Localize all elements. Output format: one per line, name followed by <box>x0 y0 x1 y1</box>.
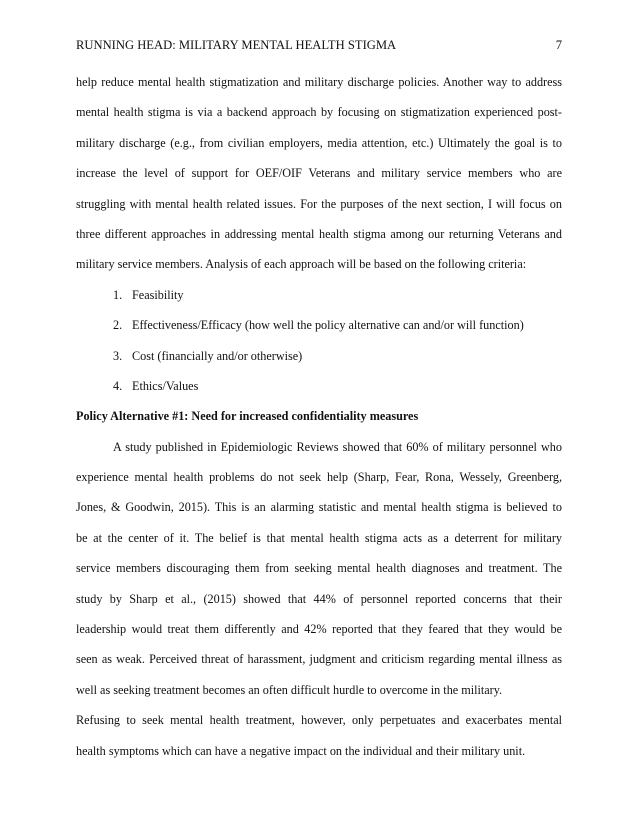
list-item-text: Cost (financially and/or otherwise) <box>132 348 303 363</box>
page-number: 7 <box>555 38 562 52</box>
text-line: leadership would treat them differently and 42% reported that they feared that they would be <box>76 622 562 637</box>
text-line: military service members. Analysis of each approach will be based on the following criteria: <box>76 257 527 272</box>
text-line: be at the center of it. The belief is that mental health stigma acts as a deterrent for military <box>76 530 562 545</box>
list-number: 2. <box>113 318 123 333</box>
intro-paragraph <box>76 67 562 280</box>
list-item <box>76 341 562 371</box>
text-line: military discharge (e.g., from civilian employers, media attention, etc.) Ultimately the goal is to <box>76 135 562 150</box>
list-item-text: Feasibility <box>132 287 184 302</box>
list-number: 3. <box>113 348 123 363</box>
text-line: study by Sharp et al., (2015) showed that 44% of personnel reported concerns that their <box>76 591 562 606</box>
study-paragraph <box>76 432 562 766</box>
text-line: struggling with mental health related issues. For the purposes of the next section, I will focus on <box>76 196 562 211</box>
page-header <box>76 38 562 56</box>
list-item-text: Effectiveness/Efficacy (how well the policy alternative can and/or will function) <box>132 318 524 333</box>
list-item-text: Ethics/Values <box>132 378 199 393</box>
running-head: RUNNING HEAD: MILITARY MENTAL HEALTH STIGMA <box>76 38 397 52</box>
list-item <box>76 280 562 310</box>
document-body <box>76 67 562 766</box>
text-line: well as seeking treatment becomes an often difficult hurdle to overcome in the military. <box>76 682 503 697</box>
text-line: A study published in Epidemiologic Reviews showed that 60% of military personnel who <box>113 439 562 454</box>
criteria-list <box>76 280 562 402</box>
text-line: Refusing to seek mental health treatment, however, only perpetuates and exacerbates mental <box>76 713 562 728</box>
list-number: 1. <box>113 287 123 302</box>
list-number: 4. <box>113 378 123 393</box>
list-item <box>76 310 562 340</box>
text-line: service members discouraging them from seeking mental health diagnoses and treatment. The <box>76 561 562 576</box>
text-line: health symptoms which can have a negative impact on the individual and their military unit. <box>76 743 526 758</box>
text-line: mental health stigma is via a backend approach by focusing on stigmatization experienced post- <box>76 105 562 120</box>
text-line: experience mental health problems do not seek help (Sharp, Fear, Rona, Wessely, Greenberg, <box>76 470 562 485</box>
text-line: increase the level of support for OEF/OIF Veterans and military service members who are <box>76 166 562 181</box>
text-line: help reduce mental health stigmatization and military discharge policies. Another way to address <box>76 75 562 89</box>
list-item <box>76 371 562 401</box>
section-heading: Policy Alternative #1: Need for increased confidentiality measures <box>76 409 419 424</box>
text-line: Jones, & Goodwin, 2015). This is an alarming statistic and mental health stigma is believed to <box>76 500 562 515</box>
text-line: three different approaches in addressing mental health stigma among our returning Veterans and <box>76 226 562 241</box>
text-line: seen as weak. Perceived threat of harassment, judgment and criticism regarding mental illness as <box>76 652 562 667</box>
